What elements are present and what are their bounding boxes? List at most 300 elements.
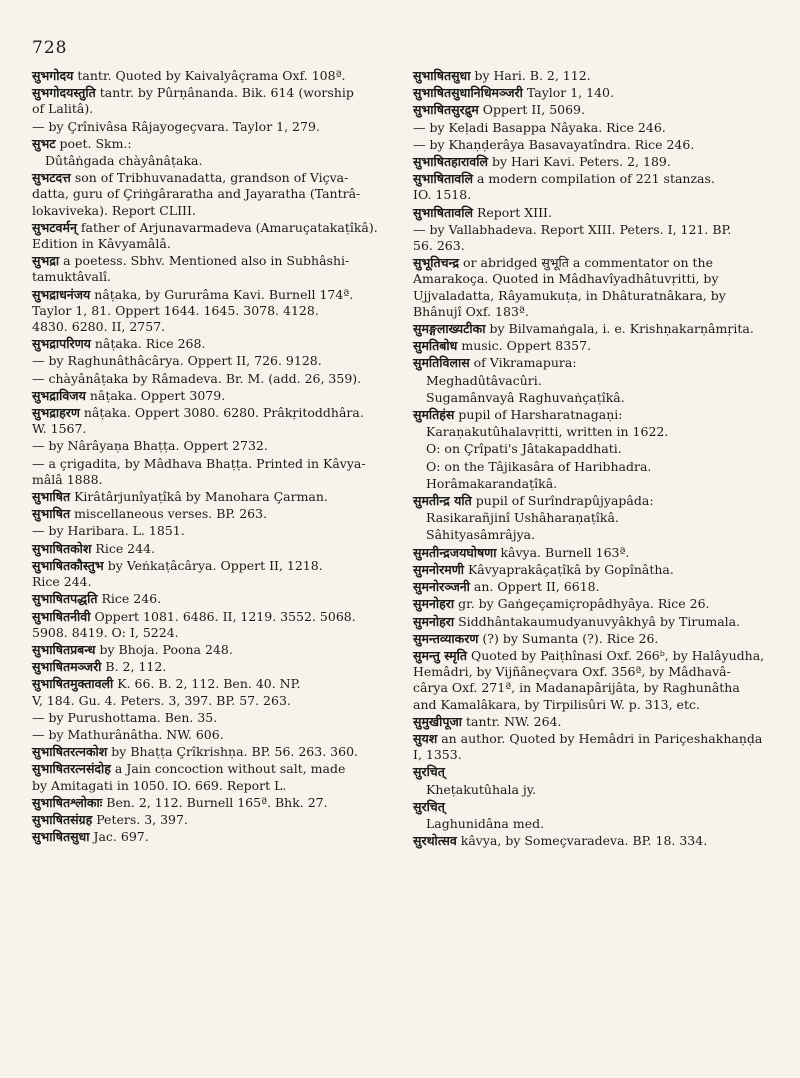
entry-line — [413, 120, 768, 136]
headword: सुभाषितहारावलि — [413, 154, 488, 170]
entry-line — [32, 388, 387, 404]
entry-line — [413, 833, 768, 849]
dictionary-entry — [32, 523, 387, 539]
entry-line — [32, 303, 387, 319]
entry-line — [413, 476, 768, 492]
entry-text: a poetess. Sbhv. Mentioned also in Subhâshi- — [63, 253, 350, 269]
entry-text: Hemâdri, by Vijñâneçvara Oxf. 356ª, by Mâdhavâ- — [413, 664, 731, 680]
entry-text: IO. 1518. — [413, 187, 472, 203]
dictionary-entry — [32, 676, 387, 708]
entry-text: by Amitagati in 1050. IO. 669. Report L. — [32, 777, 287, 793]
entry-line — [32, 186, 387, 202]
headword: सुभाषितकोश — [32, 540, 92, 556]
entry-line — [32, 659, 387, 675]
entry-line — [32, 778, 387, 794]
entry-text: Kirâtârjunîyaṭîkâ by Manohara Çarman. — [74, 489, 328, 505]
dictionary-entry — [413, 68, 768, 84]
entry-text: tamuktâvalî. — [32, 269, 111, 285]
entry-text: O: on the Tâjikasâra of Haribhadra. — [426, 458, 652, 474]
entry-line — [413, 373, 768, 389]
entry-text: Ben. 2, 112. Burnell 165ª. Bhk. 27. — [106, 794, 328, 810]
entry-line — [413, 205, 768, 221]
entry-text: — chàyânâṭaka by Râmadeva. Br. M. (add. 26, 359). — [32, 370, 362, 386]
entry-line — [32, 625, 387, 641]
headword: सुभद्रापरिणय — [32, 336, 91, 352]
entry-line — [413, 424, 768, 440]
entry-line — [413, 764, 768, 780]
entry-line — [413, 390, 768, 406]
entry-line — [32, 761, 387, 777]
dictionary-entry — [32, 253, 387, 285]
entry-line — [32, 558, 387, 574]
headword: सुभाषितसुरद्रुम — [413, 102, 479, 118]
entry-text: 4830. 6280. II, 2757. — [32, 319, 166, 335]
entry-text: gr. by Gaṅgeçamiçropâdhyâya. Rice 26. — [458, 596, 710, 612]
entry-line — [32, 353, 387, 369]
entry-line — [413, 731, 768, 747]
entry-text: Horâmakarandaṭîkâ. — [426, 475, 558, 491]
entry-text: nâṭaka, by Gururâma Kavi. Burnell 174ª. — [94, 286, 354, 302]
headword: सुभाषितावलि — [413, 171, 473, 187]
entry-line — [32, 319, 387, 335]
entry-text: 56. 263. — [413, 238, 465, 254]
entry-text: by Hari Kavi. Peters. 2, 189. — [491, 154, 671, 170]
headword: सुभाषित — [32, 506, 71, 522]
dictionary-entry — [32, 220, 387, 252]
entry-line — [413, 68, 768, 84]
dictionary-entry — [413, 120, 768, 136]
headword: सुमनोरमणी — [413, 561, 464, 577]
entry-line — [413, 338, 768, 354]
dictionary-entry — [32, 68, 387, 84]
entry-text: Taylor 1, 81. Oppert 1644. 1645. 3078. 4128. — [32, 302, 319, 318]
dictionary-entry — [413, 222, 768, 254]
dictionary-entry — [32, 727, 387, 743]
headword: सुभद्राविजय — [32, 387, 86, 403]
entry-line — [32, 336, 387, 352]
entry-text: an. Oppert II, 6618. — [473, 579, 600, 595]
entry-text: B. 2, 112. — [105, 659, 167, 675]
entry-text: father of Arjunavarmadeva (Amaruçatakaṭîkâ). — [80, 219, 378, 235]
dictionary-entry — [32, 336, 387, 352]
headword: सुमतीन्द्रजयघोषणा — [413, 544, 497, 560]
headword: सुभाषितसुधा — [32, 829, 90, 845]
dictionary-entry — [413, 137, 768, 153]
dictionary-entry — [413, 614, 768, 630]
entry-line — [413, 102, 768, 118]
entry-text: by Bhoja. Poona 248. — [99, 641, 233, 657]
entry-line — [413, 238, 768, 254]
headword: सुभद्राहरण — [32, 405, 80, 421]
entry-text: of Lalitâ). — [32, 101, 94, 117]
entry-line — [413, 799, 768, 815]
headword: सुभगोदयस्तुति — [32, 85, 96, 101]
headword: सुमतिबोध — [413, 338, 458, 354]
headword: सुमतिहंस — [413, 407, 455, 423]
entry-line — [32, 591, 387, 607]
entry-line — [32, 153, 387, 169]
entry-text: O: on Çrîpati's Jâtakapaddhati. — [426, 441, 622, 457]
dictionary-entry — [32, 591, 387, 607]
entry-line — [32, 405, 387, 421]
dictionary-entry — [413, 731, 768, 763]
entry-text: Quoted by Paiṭhînasi Oxf. 266ᵇ, by Halâyudha, — [470, 647, 765, 663]
dictionary-entry — [413, 782, 768, 798]
entry-text: — by Vallabhadeva. Report XIII. Peters. I, 121. BP. — [413, 221, 732, 237]
entry-text: a modern compilation of 221 stanzas. — [476, 171, 715, 187]
entry-text: (?) by Sumanta (?). Rice 26. — [482, 630, 659, 646]
headword: सुमनोहरा — [413, 613, 455, 629]
headword: सुभाषितप्रबन्ध — [32, 641, 96, 657]
entry-line — [32, 287, 387, 303]
entry-line — [32, 472, 387, 488]
headword: सुमनोरञ्जनी — [413, 579, 470, 595]
dictionary-entry — [413, 441, 768, 457]
entry-text: K. 66. B. 2, 112. Ben. 40. NP. — [117, 676, 301, 692]
headword: सुभाषितश्लोकाः — [32, 794, 103, 810]
dictionary-entry — [32, 287, 387, 336]
entry-text: by Bilvamaṅgala, i. e. Krishṇakarṇâmṛita. — [489, 321, 754, 337]
entry-line — [32, 68, 387, 84]
entry-line — [413, 747, 768, 763]
entry-line — [413, 697, 768, 713]
entry-line — [413, 288, 768, 304]
headword: सुरथोत्सव — [413, 833, 457, 849]
dictionary-entry — [413, 493, 768, 509]
entry-text: Jac. 697. — [93, 829, 149, 845]
entry-text: — by Çrînivâsa Râjayogeçvara. Taylor 1, 279. — [32, 118, 320, 134]
entry-line — [413, 510, 768, 526]
entry-text: Meghadûtâvacûri. — [426, 372, 542, 388]
entry-text: — by Nârâyaṇa Bhaṭṭa. Oppert 2732. — [32, 438, 268, 454]
dictionary-entry — [413, 85, 768, 101]
entry-line — [32, 574, 387, 590]
entry-line — [413, 271, 768, 287]
entry-text: Report XIII. — [476, 204, 552, 220]
entry-text: Oppert 1081. 6486. II, 1219. 3552. 5068. — [94, 608, 356, 624]
dictionary-entry — [413, 338, 768, 354]
entry-text: or abridged सुभूति a commentator on the — [463, 255, 713, 271]
dictionary-entry — [413, 476, 768, 492]
headword: सुभट — [32, 135, 56, 151]
entry-text: Peters. 3, 397. — [96, 811, 188, 827]
dictionary-entry — [32, 119, 387, 135]
entry-line — [413, 85, 768, 101]
entry-line — [32, 203, 387, 219]
entry-text: and Kamalâkara, by Tirpilisûri W. p. 313, etc. — [413, 696, 700, 712]
headword: सुमन्तु स्मृति — [413, 647, 467, 663]
dictionary-entry — [32, 85, 387, 117]
headword: सुमङ्गलाख्यटीका — [413, 321, 486, 337]
dictionary-entry — [32, 609, 387, 641]
entry-line — [32, 523, 387, 539]
dictionary-entry — [32, 744, 387, 760]
dictionary-entry — [413, 764, 768, 780]
entry-text: an author. Quoted by Hemâdri in Pariçeshakhaṇḍa — [441, 730, 763, 746]
dictionary-entry — [32, 761, 387, 793]
entry-text: — by Keḷadi Basappa Nâyaka. Rice 246. — [413, 119, 666, 135]
entry-line — [413, 137, 768, 153]
entry-line — [32, 489, 387, 505]
headword: सुभाषितपद्धति — [32, 591, 98, 607]
dictionary-entry — [32, 558, 387, 590]
entry-line — [413, 171, 768, 187]
entry-line — [413, 579, 768, 595]
entry-text: by Veṅkaṭâcârya. Oppert II, 1218. — [107, 557, 323, 573]
headword: सुमतीन्द्र यति — [413, 493, 472, 509]
entry-line — [32, 438, 387, 454]
dictionary-entry — [32, 642, 387, 658]
headword: सुमन्तव्याकरण — [413, 630, 479, 646]
entry-line — [32, 727, 387, 743]
dictionary-entry — [32, 489, 387, 505]
dictionary-entry — [413, 390, 768, 406]
dictionary-entry — [413, 321, 768, 337]
entry-line — [32, 795, 387, 811]
dictionary-entry — [32, 506, 387, 522]
entry-line — [32, 170, 387, 186]
dictionary-entry — [413, 596, 768, 612]
entry-line — [32, 812, 387, 828]
entry-line — [32, 236, 387, 252]
headword: सुभाषितावलि — [413, 204, 473, 220]
dictionary-entry — [32, 388, 387, 404]
dictionary-entry — [32, 456, 387, 488]
entry-text: son of Tribhuvanadatta, grandson of Viçva- — [74, 170, 349, 186]
entry-text: tantr. by Pûrṇânanda. Bik. 614 (worship — [99, 85, 354, 101]
dictionary-entry — [32, 812, 387, 828]
entry-text: nâṭaka. Oppert 3080. 6280. Prâkṛitoddhâra. — [83, 405, 364, 421]
entry-line — [32, 506, 387, 522]
entry-text: Sâhityasâmrâjya. — [426, 527, 536, 543]
entry-text: — by Mathurânâtha. NW. 606. — [32, 726, 224, 742]
entry-text: miscellaneous verses. BP. 263. — [74, 506, 268, 522]
entry-text: — by Haribara. L. 1851. — [32, 523, 185, 539]
dictionary-entry — [32, 541, 387, 557]
dictionary-entry — [32, 405, 387, 437]
dictionary-entry — [32, 438, 387, 454]
entry-text: Rice 246. — [101, 591, 162, 607]
dictionary-entry — [413, 154, 768, 170]
entry-text: I, 1353. — [413, 747, 462, 763]
entry-text: mâlâ 1888. — [32, 471, 103, 487]
dictionary-entry — [413, 714, 768, 730]
entry-line — [413, 304, 768, 320]
entry-line — [32, 744, 387, 760]
headword: सुभूतिचन्द्र — [413, 255, 460, 271]
entry-line — [32, 456, 387, 472]
headword: सुभाषितसंग्रह — [32, 811, 93, 827]
dictionary-entry — [32, 136, 387, 152]
entry-line — [413, 816, 768, 832]
entry-text: lokaviveka). Report CLIII. — [32, 202, 196, 218]
dictionary-entry — [32, 710, 387, 726]
entry-line — [413, 614, 768, 630]
dictionary-entry — [413, 799, 768, 815]
entry-line — [32, 85, 387, 101]
headword: सुभाषितसुधा — [413, 68, 471, 83]
entry-text: Laghunidâna med. — [426, 815, 545, 831]
entry-line — [413, 459, 768, 475]
dictionary-entry — [32, 829, 387, 845]
entry-line — [413, 596, 768, 612]
entry-text: datta, guru of Çriṅgâraratha and Jayaratha (Tantrâ- — [32, 186, 361, 202]
dictionary-entry — [32, 170, 387, 219]
dictionary-entry — [413, 424, 768, 440]
entry-text: 5908. 8419. O: I, 5224. — [32, 624, 179, 640]
headword: सुमुखीपूजा — [413, 713, 463, 729]
entry-line — [32, 253, 387, 269]
headword: सुभाषितरत्नसंदोह — [32, 761, 111, 777]
entry-text: pupil of Surîndrapûjyapâda: — [475, 493, 654, 509]
entry-line — [32, 371, 387, 387]
entry-text: nâṭaka. Rice 268. — [94, 336, 206, 352]
headword: सुमनोहरा — [413, 596, 455, 612]
dictionary-entry — [413, 545, 768, 561]
headword: सुभद्रा — [32, 253, 60, 269]
entry-text: Karaṇakutûhalavṛitti, written in 1622. — [426, 424, 669, 440]
entry-line — [413, 664, 768, 680]
dictionary-entry — [32, 795, 387, 811]
dictionary-entry — [413, 833, 768, 849]
entry-line — [413, 782, 768, 798]
headword: सुरचित् — [413, 798, 445, 814]
dictionary-entry — [413, 373, 768, 389]
entry-text: tantr. NW. 264. — [466, 713, 562, 729]
entry-line — [413, 527, 768, 543]
dictionary-entry — [32, 659, 387, 675]
entry-line — [413, 441, 768, 457]
page-number: 728 — [32, 38, 68, 58]
entry-text: Amarakoça. Quoted in Mâdhavîyadhâtuvṛitti, by — [413, 271, 719, 287]
entry-text: Rice 244. — [32, 574, 92, 590]
entry-text: music. Oppert 8357. — [461, 338, 592, 354]
entry-text: Sugamânvayâ Raghuvaṅçaṭîkâ. — [426, 389, 625, 405]
entry-text: Dûtâṅgada chàyânâṭaka. — [45, 153, 203, 169]
entry-line — [413, 714, 768, 730]
headword: सुयश — [413, 730, 438, 746]
entry-line — [32, 693, 387, 709]
entry-line — [32, 421, 387, 437]
entry-text: — by Khaṇḍerâya Basavayatîndra. Rice 246. — [413, 136, 695, 152]
entry-line — [413, 562, 768, 578]
entry-text: kâvya, by Someçvaradeva. BP. 18. 334. — [460, 833, 708, 849]
entry-text: kâvya. Burnell 163ª. — [500, 544, 630, 560]
entry-line — [413, 680, 768, 696]
headword: सुभाषितकौस्तुभ — [32, 557, 104, 573]
entry-line — [413, 187, 768, 203]
entry-line — [413, 321, 768, 337]
entry-line — [413, 493, 768, 509]
entry-line — [413, 648, 768, 664]
entry-line — [413, 154, 768, 170]
dictionary-entry — [413, 579, 768, 595]
entry-text: cârya Oxf. 271ª, in Madanapârijâta, by Raghunâtha — [413, 680, 740, 696]
dictionary-entry — [32, 371, 387, 387]
headword: सुमतिविलास — [413, 355, 470, 371]
entry-line — [413, 545, 768, 561]
entry-line — [32, 710, 387, 726]
headword: सुभाषितसुधानिधिमञ्जरी — [413, 85, 523, 101]
entry-text: by Bhaṭṭa Çrîkrishṇa. BP. 56. 263. 360. — [111, 744, 358, 760]
dictionary-entry — [413, 562, 768, 578]
entry-text: Taylor 1, 140. — [526, 85, 614, 101]
headword: सुभद्राधनंजय — [32, 286, 91, 302]
entry-text: Kheṭakutûhala jy. — [426, 781, 537, 797]
entry-text: nâṭaka. Oppert 3079. — [89, 387, 226, 403]
dictionary-entry — [413, 171, 768, 203]
entry-text: tantr. Quoted by Kaivalyâçrama Oxf. 108ª. — [77, 68, 346, 83]
dictionary-entry — [413, 510, 768, 526]
dictionary-entry — [413, 102, 768, 118]
headword: सुभाषितमञ्जरी — [32, 659, 102, 675]
entry-text: a Jain concoction without salt, made — [114, 761, 346, 777]
entry-line — [413, 355, 768, 371]
entry-text: Rice 244. — [95, 540, 156, 556]
dictionary-entry — [413, 631, 768, 647]
dictionary-entry — [413, 816, 768, 832]
dictionary-entry — [413, 527, 768, 543]
entry-text: poet. Skm.: — [59, 135, 132, 151]
entry-text: Kâvyaprakâçaṭîkâ by Gopînâtha. — [467, 561, 674, 577]
entry-text: — a çrigadita, by Mâdhava Bhaṭṭa. Printed in Kâvya- — [32, 455, 366, 471]
entry-text: Ujjvaladatta, Râyamukuṭa, in Dhâturatnâkara, by — [413, 287, 726, 303]
dictionary-entry — [413, 407, 768, 423]
entry-line — [32, 220, 387, 236]
headword: सुभगोदय — [32, 68, 74, 83]
entry-text: W. 1567. — [32, 421, 87, 437]
left-column — [32, 68, 387, 846]
dictionary-entry — [413, 255, 768, 320]
entry-text: of Vikramapura: — [473, 355, 577, 371]
entry-line — [413, 255, 768, 271]
entry-line — [413, 631, 768, 647]
headword: सुरचित् — [413, 764, 445, 780]
headword: सुभटवर्मन् — [32, 219, 77, 235]
entry-line — [32, 642, 387, 658]
entry-line — [32, 136, 387, 152]
entry-text: — by Raghunâthâcârya. Oppert II, 726. 9128. — [32, 353, 322, 369]
entry-line — [413, 222, 768, 238]
headword: सुभाषितनीवी — [32, 608, 91, 624]
entry-line — [32, 609, 387, 625]
entry-text: — by Purushottama. Ben. 35. — [32, 709, 218, 725]
headword: सुभाषित — [32, 489, 71, 505]
entry-text: pupil of Harsharatnagaṇi: — [458, 407, 623, 423]
entry-line — [32, 119, 387, 135]
entry-line — [32, 829, 387, 845]
headword: सुभटदत्त — [32, 170, 71, 186]
entry-line — [32, 269, 387, 285]
dictionary-entry — [32, 353, 387, 369]
entry-text: Rasikarañjinî Ushâharaṇaṭîkâ. — [426, 510, 619, 526]
entry-text: by Hari. B. 2, 112. — [474, 68, 591, 83]
dictionary-entry — [32, 153, 387, 169]
entry-line — [413, 407, 768, 423]
entry-text: Siddhântakaumudyanuvyâkhyâ by Tirumala. — [458, 613, 741, 629]
headword: सुभाषितरत्नकोश — [32, 744, 108, 760]
entry-line — [32, 101, 387, 117]
entry-text: Oppert II, 5069. — [482, 102, 585, 118]
entry-text: V, 184. Gu. 4. Peters. 3, 397. BP. 57. 263. — [32, 692, 291, 708]
right-column — [413, 68, 768, 850]
entry-line — [32, 541, 387, 557]
dictionary-entry — [413, 205, 768, 221]
dictionary-entry — [413, 459, 768, 475]
entry-text: Bhânujî Oxf. 183ª. — [413, 303, 529, 319]
entry-text: Edition in Kâvyamâlâ. — [32, 236, 171, 252]
dictionary-entry — [413, 355, 768, 371]
